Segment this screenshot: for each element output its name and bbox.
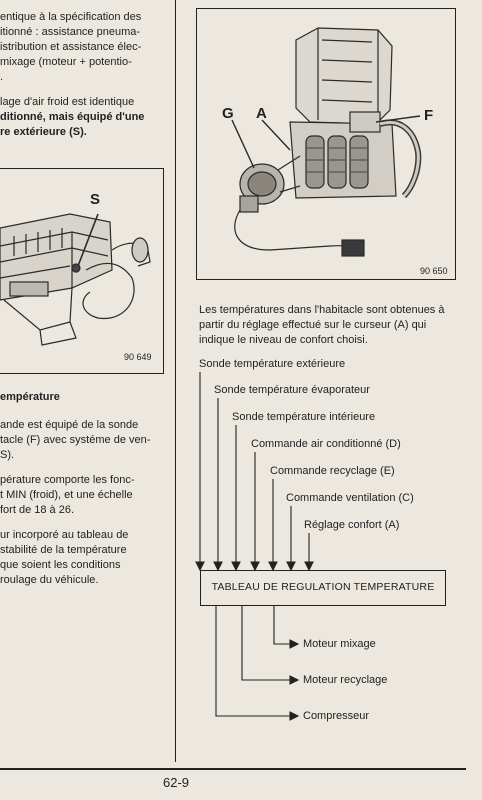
cold-line-1: lage d'air froid est identique [0, 96, 135, 108]
intro-line-3: istribution et assistance élec- [0, 41, 142, 53]
tableau-line-3: que soient les conditions [0, 559, 121, 571]
intro-line-5: . [0, 71, 4, 83]
figure-right-ref: 90 650 [420, 266, 448, 276]
fonc-line-3: fort de 18 à 26. [0, 504, 74, 516]
tableau-line-4: roulage du véhicule. [0, 574, 99, 586]
label-a: A [256, 105, 267, 122]
label-g: G [222, 105, 234, 122]
sonde-line-2: tacle (F) avec systéme de ven- [0, 434, 151, 446]
page-number: 62-9 [163, 775, 190, 790]
diagram-input-4: Commande air conditionné (D) [251, 438, 401, 450]
tableau-line-1: ur incorporé au tableau de [0, 529, 129, 541]
sonde-line-3: S). [0, 449, 15, 461]
para-line-3: indique le niveau de confort choisi. [199, 334, 368, 346]
intro-line-2: itionné : assistance pneuma- [0, 26, 141, 38]
intro-line-1: entique à la spécification des [0, 11, 142, 23]
footer-rule [0, 768, 466, 770]
diagram-input-5: Commande recyclage (E) [270, 465, 395, 477]
para-line-1: Les températures dans l'habitacle sont obtenues à [199, 304, 445, 316]
figure-left-ref: 90 649 [124, 352, 152, 362]
diagram-output-3: Compresseur [303, 710, 370, 722]
para-line-2: partir du réglage effectué sur le curseur (A) qui [199, 319, 427, 331]
diagram-output-2: Moteur recyclage [303, 674, 388, 686]
tableau-line-2: stabilité de la température [0, 544, 127, 556]
diagram-output-1: Moteur mixage [303, 638, 376, 650]
label-f: F [424, 107, 434, 124]
cold-line-3: re extérieure (S). [0, 126, 87, 138]
regulation-box-label: TABLEAU DE REGULATION TEMPERATURE [211, 581, 435, 593]
diagram-input-6: Commande ventilation (C) [286, 492, 414, 504]
fonc-line-1: pérature comporte les fonc- [0, 474, 135, 486]
section-title: empérature [0, 391, 60, 403]
diagram-input-2: Sonde température évaporateur [214, 384, 370, 396]
sonde-line-1: ande est équipé de la sonde [0, 419, 139, 431]
diagram-input-1: Sonde température extérieure [199, 358, 346, 370]
fonc-line-2: t MIN (froid), et une échelle [0, 489, 133, 501]
label-s: S [90, 191, 101, 208]
intro-line-4: mixage (moteur + potentio- [0, 56, 132, 68]
diagram-input-3: Sonde température intérieure [232, 411, 376, 423]
diagram-input-7: Réglage confort (A) [304, 519, 400, 531]
cold-line-2: ditionné, mais équipé d'une [0, 111, 145, 123]
